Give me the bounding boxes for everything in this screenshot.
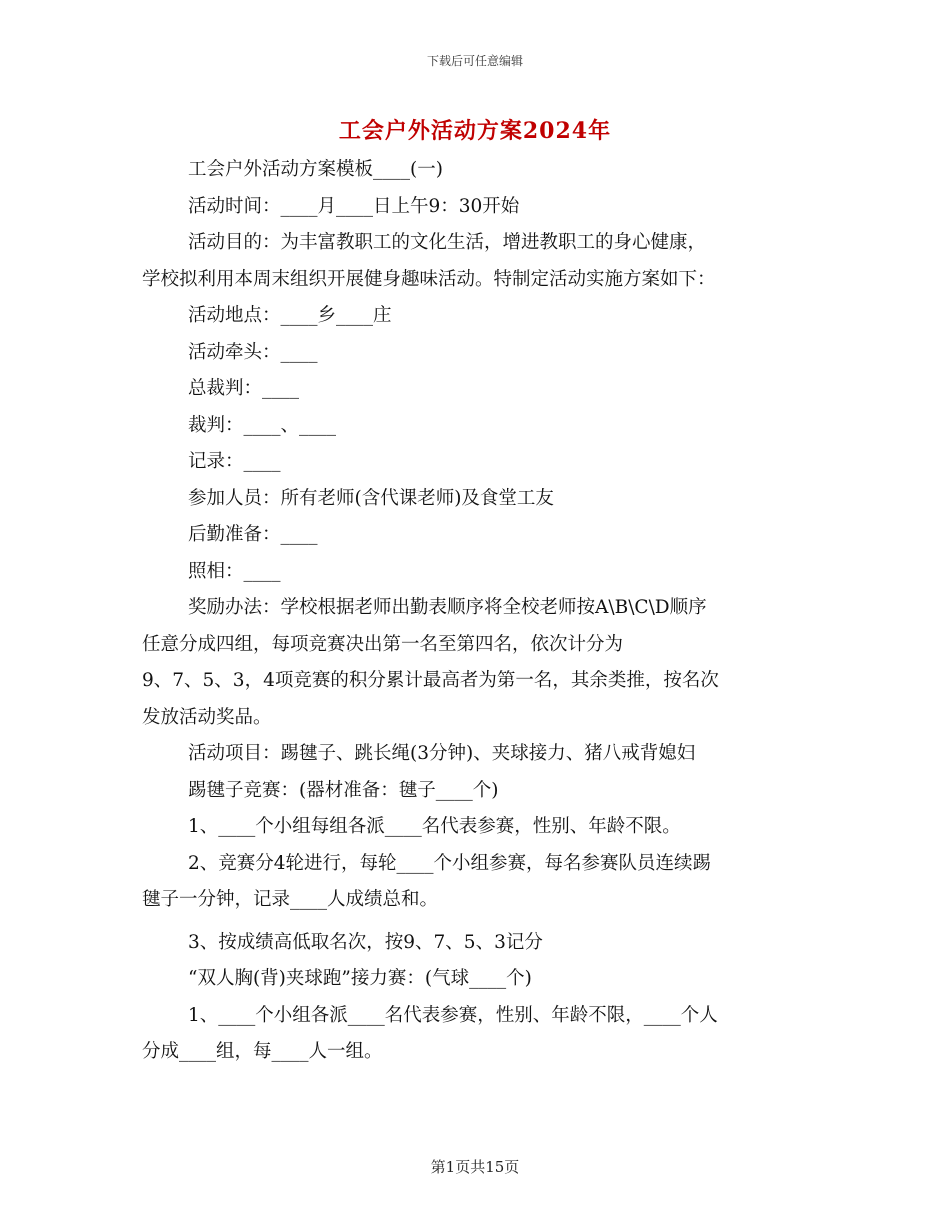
document-body (142, 152, 812, 1071)
paragraph-reward-method: 奖励办法：学校根据老师出勤表顺序将全校老师按A\B\C\D顺序 (188, 597, 707, 618)
paragraph-recorder: 记录：____ (188, 451, 281, 472)
paragraph-activity-lead: 活动牵头：____ (188, 341, 318, 363)
paragraph-reward-method-cont-2: 9、7、5、3，4项竞赛的积分累计最高者为第一名，其余类推，按名次 (142, 670, 719, 691)
paragraph-activity-location: 活动地点：____乡____庄 (188, 305, 392, 326)
paragraph-activity-items: 活动项目：踢毽子、跳长绳(3分钟)、夹球接力、猪八戒背媳妇 (188, 743, 696, 764)
paragraph-activity-purpose: 活动目的：为丰富教职工的文化生活，增进教职工的身心健康， (188, 232, 707, 253)
paragraph-shuttlecock-rule-2: 2、竞赛分4轮进行，每轮____个小组参赛，每名参赛队员连续踢 (188, 852, 712, 874)
paragraph-logistics: 后勤准备：____ (188, 524, 318, 545)
paragraph-relay-rule-1: 1、____个小组各派____名代表参赛，性别、年龄不限，____个人 (188, 1004, 718, 1026)
paragraph-shuttlecock-contest: 踢毽子竞赛：(器材准备：毽子____个) (188, 779, 499, 801)
paragraph-reward-method-cont-3: 发放活动奖品。 (142, 706, 272, 728)
paragraph-reward-method-cont-1: 任意分成四组，每项竞赛决出第一名至第四名，依次计分为 (142, 633, 624, 655)
page-footer: 第1页共15页 (430, 1158, 520, 1176)
paragraph-participants: 参加人员：所有老师(含代课老师)及食堂工友 (188, 487, 554, 509)
document-title: 工会户外活动方案2024年 (338, 118, 612, 144)
paragraph-shuttlecock-rule-3: 3、按成绩高低取名次，按9、7、5、3记分 (188, 931, 543, 953)
paragraph-template-heading: 工会户外活动方案模板____(一) (188, 159, 443, 180)
paragraph-activity-time: 活动时间：____月____日上午9：30开始 (188, 195, 520, 217)
paragraph-shuttlecock-rule-1: 1、____个小组每组各派____名代表参赛，性别、年龄不限。 (188, 816, 681, 837)
paragraph-photography: 照相：____ (188, 560, 281, 582)
paragraph-referee: 裁判：____、____ (188, 414, 337, 436)
paragraph-chief-referee: 总裁判：____ (188, 378, 300, 399)
page-header: 下载后可任意编辑 (426, 54, 523, 68)
paragraph-relay-rule-1-cont: 分成____组，每____人一组。 (142, 1041, 383, 1062)
paragraph-activity-purpose-cont: 学校拟利用本周末组织开展健身趣味活动。特制定活动实施方案如下： (142, 268, 716, 290)
paragraph-relay-contest: “双人胸(背)夹球跑”接力赛：(气球____个) (188, 968, 532, 989)
paragraph-shuttlecock-rule-2-cont: 毽子一分钟，记录____人成绩总和。 (142, 889, 439, 910)
